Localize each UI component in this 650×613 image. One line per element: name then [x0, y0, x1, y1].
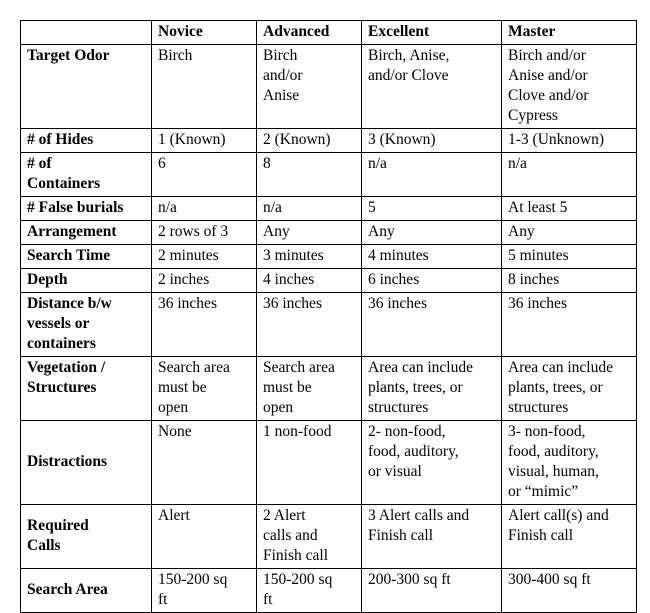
header-master: Master: [502, 21, 637, 45]
row-label-distance: Distance b/w vessels or containers: [21, 293, 152, 357]
cell-arrangement-advanced: Any: [257, 221, 362, 245]
cell-false-burials-excellent: 5: [362, 197, 502, 221]
cell-depth-advanced: 4 inches: [257, 269, 362, 293]
cell-vegetation-excellent: Area can include plants, trees, or structures: [362, 357, 502, 421]
row-label-hides: # of Hides: [21, 129, 152, 153]
cell-target-odor-excellent: Birch, Anise, and/or Clove: [362, 45, 502, 129]
row-label-target-odor: Target Odor: [21, 45, 152, 129]
table-row-hides: [21, 129, 637, 153]
cell-required-calls-advanced: 2 Alert calls and Finish call: [257, 505, 362, 569]
cell-target-odor-novice: Birch: [152, 45, 257, 129]
table-row-depth: [21, 269, 637, 293]
table-row-search-time: [21, 245, 637, 269]
cell-depth-excellent: 6 inches: [362, 269, 502, 293]
row-label-depth: Depth: [21, 269, 152, 293]
cell-required-calls-novice: Alert: [152, 505, 257, 569]
cell-required-calls-excellent: 3 Alert calls and Finish call: [362, 505, 502, 569]
cell-search-area-advanced: 150-200 sq ft: [257, 569, 362, 613]
cell-false-burials-advanced: n/a: [257, 197, 362, 221]
cell-distance-novice: 36 inches: [152, 293, 257, 357]
cell-search-time-advanced: 3 minutes: [257, 245, 362, 269]
cell-search-time-novice: 2 minutes: [152, 245, 257, 269]
cell-search-area-excellent: 200-300 sq ft: [362, 569, 502, 613]
table-row-distance: [21, 293, 637, 357]
row-label-containers: # of Containers: [21, 153, 152, 197]
cell-search-area-novice: 150-200 sq ft: [152, 569, 257, 613]
table-row-arrangement: [21, 221, 637, 245]
cell-distractions-novice: None: [152, 421, 257, 505]
row-label-search-time: Search Time: [21, 245, 152, 269]
cell-arrangement-master: Any: [502, 221, 637, 245]
cell-containers-master: n/a: [502, 153, 637, 197]
row-label-required-calls: Required Calls: [21, 505, 152, 569]
table-row-distractions: [21, 421, 637, 505]
cell-hides-master: 1-3 (Unknown): [502, 129, 637, 153]
row-label-arrangement: Arrangement: [21, 221, 152, 245]
table-row-vegetation: [21, 357, 637, 421]
header-corner: [21, 21, 152, 45]
cell-search-time-master: 5 minutes: [502, 245, 637, 269]
header-row: [21, 21, 637, 45]
cell-hides-advanced: 2 (Known): [257, 129, 362, 153]
cell-arrangement-novice: 2 rows of 3: [152, 221, 257, 245]
cell-hides-excellent: 3 (Known): [362, 129, 502, 153]
cell-false-burials-novice: n/a: [152, 197, 257, 221]
cell-distance-master: 36 inches: [502, 293, 637, 357]
cell-false-burials-master: At least 5: [502, 197, 637, 221]
cell-search-time-excellent: 4 minutes: [362, 245, 502, 269]
cell-distractions-master: 3- non-food, food, auditory, visual, human, or “mimic”: [502, 421, 637, 505]
table-row-containers: [21, 153, 637, 197]
cell-containers-novice: 6: [152, 153, 257, 197]
requirements-table: [20, 20, 637, 613]
cell-distractions-excellent: 2- non-food, food, auditory, or visual: [362, 421, 502, 505]
cell-vegetation-advanced: Search area must be open: [257, 357, 362, 421]
row-label-false-burials: # False burials: [21, 197, 152, 221]
table-row-false-burials: [21, 197, 637, 221]
cell-required-calls-master: Alert call(s) and Finish call: [502, 505, 637, 569]
cell-containers-advanced: 8: [257, 153, 362, 197]
cell-target-odor-master: Birch and/or Anise and/or Clove and/or Cypress: [502, 45, 637, 129]
cell-distance-excellent: 36 inches: [362, 293, 502, 357]
cell-hides-novice: 1 (Known): [152, 129, 257, 153]
cell-distance-advanced: 36 inches: [257, 293, 362, 357]
header-advanced: Advanced: [257, 21, 362, 45]
header-novice: Novice: [152, 21, 257, 45]
cell-vegetation-master: Area can include plants, trees, or structures: [502, 357, 637, 421]
row-label-distractions: Distractions: [21, 421, 152, 505]
header-excellent: Excellent: [362, 21, 502, 45]
cell-search-area-master: 300-400 sq ft: [502, 569, 637, 613]
cell-vegetation-novice: Search area must be open: [152, 357, 257, 421]
table-row-search-area: [21, 569, 637, 613]
cell-distractions-advanced: 1 non-food: [257, 421, 362, 505]
table-row-required-calls: [21, 505, 637, 569]
row-label-search-area: Search Area: [21, 569, 152, 613]
cell-depth-novice: 2 inches: [152, 269, 257, 293]
cell-containers-excellent: n/a: [362, 153, 502, 197]
table-row-target-odor: [21, 45, 637, 129]
cell-arrangement-excellent: Any: [362, 221, 502, 245]
row-label-vegetation: Vegetation / Structures: [21, 357, 152, 421]
cell-depth-master: 8 inches: [502, 269, 637, 293]
cell-target-odor-advanced: Birch and/or Anise: [257, 45, 362, 129]
